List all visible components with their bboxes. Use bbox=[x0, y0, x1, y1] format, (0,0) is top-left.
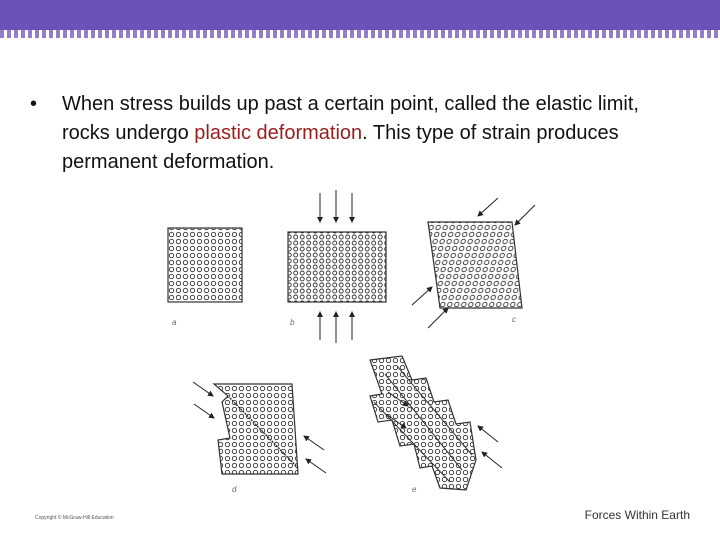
panel-d-faulted-block bbox=[193, 382, 326, 494]
arrow-d-4 bbox=[306, 459, 326, 473]
panel-label-c: c bbox=[512, 315, 516, 324]
panel-e-slip-bands bbox=[370, 356, 502, 494]
arrow-shear-2 bbox=[515, 205, 535, 225]
panel-c-shear bbox=[412, 198, 535, 328]
panel-b-compression bbox=[288, 190, 386, 343]
panel-label-b: b bbox=[290, 318, 295, 327]
panel-label-a: a bbox=[172, 318, 177, 327]
arrow-d-3 bbox=[304, 436, 324, 450]
arrow-shear-4 bbox=[428, 308, 448, 328]
arrow-d-2 bbox=[194, 404, 214, 418]
copyright-notice: Copyright © McGraw-Hill Education bbox=[35, 515, 114, 521]
bullet-text-part2: . This type of strain produces permanent deformation. bbox=[62, 122, 619, 173]
arrow-d-1 bbox=[193, 382, 213, 396]
footer-title: Forces Within Earth bbox=[584, 508, 690, 522]
bullet-text-part1: When stress builds up past a certain point, called the elastic limit, rocks undergo bbox=[62, 93, 639, 144]
bullet-highlight-term: plastic deformation bbox=[194, 122, 363, 144]
panel-label-e: e bbox=[412, 485, 417, 494]
bullet-marker: • bbox=[30, 93, 38, 115]
arrow-shear-1 bbox=[478, 198, 498, 216]
arrow-shear-3 bbox=[412, 287, 432, 305]
panel-a-undeformed bbox=[168, 228, 242, 327]
arrow-e-3 bbox=[478, 426, 498, 442]
panel-label-d: d bbox=[232, 485, 237, 494]
arrow-e-4 bbox=[482, 452, 502, 468]
